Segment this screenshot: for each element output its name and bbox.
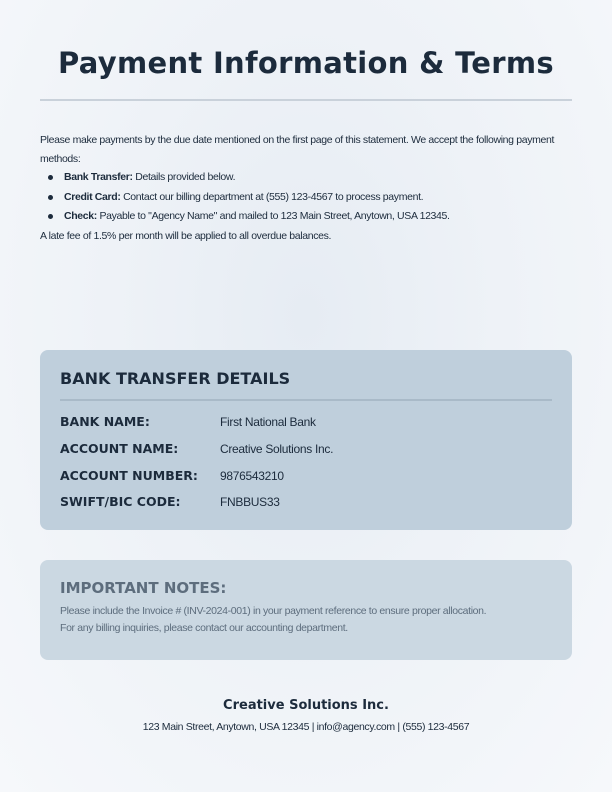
account-name-row xyxy=(60,441,552,461)
payment-method-label: Bank Transfer: xyxy=(64,171,133,183)
intro-lead: Please make payments by the due date mentioned on the first page of this statement. We accept the following payment methods: xyxy=(40,134,555,165)
payment-methods-list xyxy=(48,168,572,227)
payment-method-text: Payable to "Agency Name" and mailed to 123 Main Street, Anytown, USA 12345. xyxy=(99,210,450,222)
footer-company-name: Creative Solutions Inc. xyxy=(223,698,389,713)
bank-transfer-heading: BANK TRANSFER DETAILS xyxy=(60,369,291,388)
bank-transfer-details-box xyxy=(40,350,572,530)
important-notes-text xyxy=(60,603,552,637)
account-number-label: ACCOUNT NUMBER: xyxy=(60,468,198,483)
account-name-label: ACCOUNT NAME: xyxy=(60,441,179,456)
payment-method-text: Contact our billing department at (555) 123-4567 to process payment. xyxy=(123,190,424,203)
swift-code-row xyxy=(60,494,552,514)
bank-name-label: BANK NAME: xyxy=(60,414,150,429)
note-line: For any billing inquiries, please contact our accounting department. xyxy=(60,622,348,634)
footer-contact-info: 123 Main Street, Anytown, USA 12345 | info@agency.com | (555) 123-4567 xyxy=(142,721,470,733)
swift-code-value: FNBBUS33 xyxy=(220,495,280,509)
payment-method-credit-card xyxy=(48,188,572,208)
bank-name-value: First National Bank xyxy=(220,415,316,429)
bank-name-row xyxy=(60,414,552,434)
bullet-icon xyxy=(48,214,53,219)
account-name-value: Creative Solutions Inc. xyxy=(220,442,334,456)
note-line: Please include the Invoice # (INV-2024-001) in your payment reference to ensure proper allocation. xyxy=(60,605,487,617)
payment-method-label: Credit Card: xyxy=(64,190,121,203)
payment-method-text: Details provided below. xyxy=(135,171,236,183)
bank-transfer-divider xyxy=(60,399,552,401)
payment-method-bank-transfer xyxy=(48,168,572,188)
bullet-icon xyxy=(48,175,53,180)
bullet-icon xyxy=(48,195,53,200)
payment-method-label: Check: xyxy=(64,210,97,222)
swift-code-label: SWIFT/BIC CODE: xyxy=(60,494,181,509)
payment-intro xyxy=(40,131,572,245)
important-notes-heading: IMPORTANT NOTES: xyxy=(60,579,227,597)
important-notes-box xyxy=(40,560,572,660)
page-title: Payment Information & Terms xyxy=(58,46,554,80)
payment-method-check xyxy=(48,207,572,227)
title-divider xyxy=(40,99,572,101)
account-number-value: 9876543210 xyxy=(220,469,284,483)
account-number-row xyxy=(60,468,552,488)
late-fee-note: A late fee of 1.5% per month will be applied to all overdue balances. xyxy=(40,229,332,242)
